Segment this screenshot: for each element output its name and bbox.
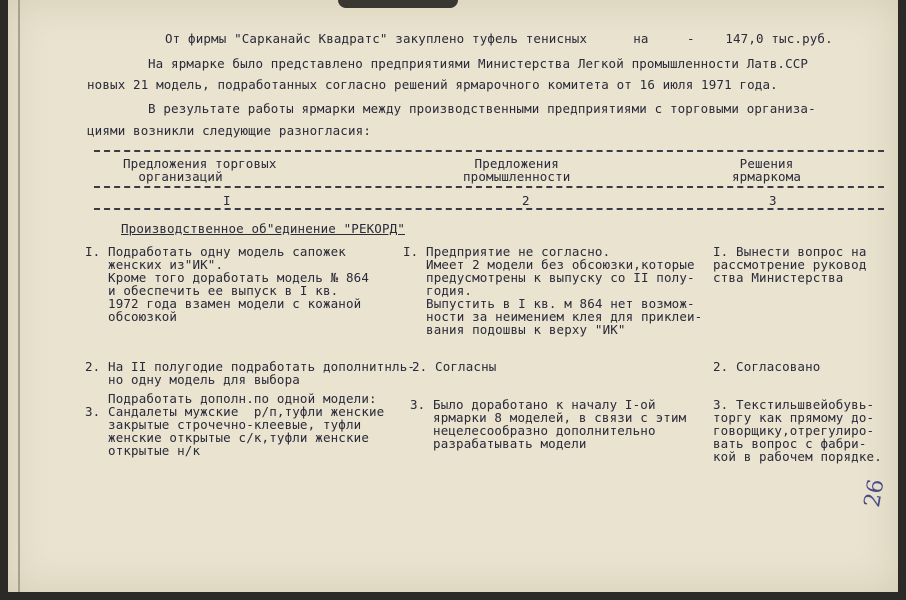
section-title: Производственное об"единение "РЕКОРД" <box>121 221 405 236</box>
row-2-decision: 2. Согласовано <box>713 359 821 374</box>
binding-edge <box>18 0 20 592</box>
row-2-industry: 2. Согласны <box>412 359 497 374</box>
table-rule-header <box>94 186 884 188</box>
table-rule-top <box>94 150 884 152</box>
text-line-disagreements: циями возникли следующие разногласия: <box>87 123 371 138</box>
column-number-1: I <box>223 193 231 208</box>
header-trade-proposals: Предложения торговых организаций <box>123 156 277 184</box>
column-number-2: 2 <box>522 193 530 208</box>
row-1-industry: I. Предприятие не согласно. Имеет 2 модели без обсоюзки,которые предусмотрены к выпуску со II полу- годия. Выпустить в I кв. м 864 нет возмож- ности за неимением клея для приклеи- вания подошвы к верху "ИК" <box>403 244 703 337</box>
row-3-decision: 3. Текстильшвейобувь- торгу как прямому до- говорщику,отрегулиро- вать вопрос с фабри- кой в рабочем порядке. <box>713 397 882 464</box>
header-committee-decisions: Решения ярмаркома <box>732 156 802 184</box>
text-line-purchase: От фирмы "Сарканайс Квадратс" закуплено туфель тенисных на - 147,0 тыс.руб. <box>165 31 833 46</box>
table-rule-numbers <box>94 208 884 210</box>
row-1-decision: I. Вынести вопрос на рассмотрение руковод ства Министерства <box>713 244 867 285</box>
row-3-trade: Подработать дополн.по одной модели: 3. Сандалеты мужские р/п,туфли женские закрытые строчечно-клеевые, туфли женские открытые с/к,туфли женские открытые н/к <box>85 391 385 458</box>
row-3-industry: 3. Было доработано к началу I-ой ярмарки 8 моделей, в связи с этим нецелесообразно дополнительно разрабатывать модели <box>410 397 687 451</box>
document-page <box>8 0 898 592</box>
header-industry-proposals: Предложения промышленности <box>463 156 571 184</box>
text-line-models: новых 21 модель, подработанных согласно решений ярмарочного комитета от 16 июля 1971 года. <box>87 77 778 92</box>
torn-edge <box>338 0 458 8</box>
row-2-trade: 2. На II полугодие подработать дополнитнль- но одну модель для выбора <box>85 359 416 387</box>
column-number-3: 3 <box>769 193 777 208</box>
handwritten-page-number: 26 <box>860 477 890 510</box>
row-1-trade: I. Подработать одну модель сапожек женских из"ИК". Кроме того доработать модель № 864 и обеспечить ее выпуск в I кв. 1972 года взамен модели с кожаной обсоюзкой <box>85 244 369 324</box>
text-line-fair: На ярмарке было представлено предприятиями Министерства Легкой промышленности Латв.ССР <box>148 56 809 71</box>
text-line-result: В результате работы ярмарки между производственными предприятиями с торговыми организа- <box>148 101 816 116</box>
